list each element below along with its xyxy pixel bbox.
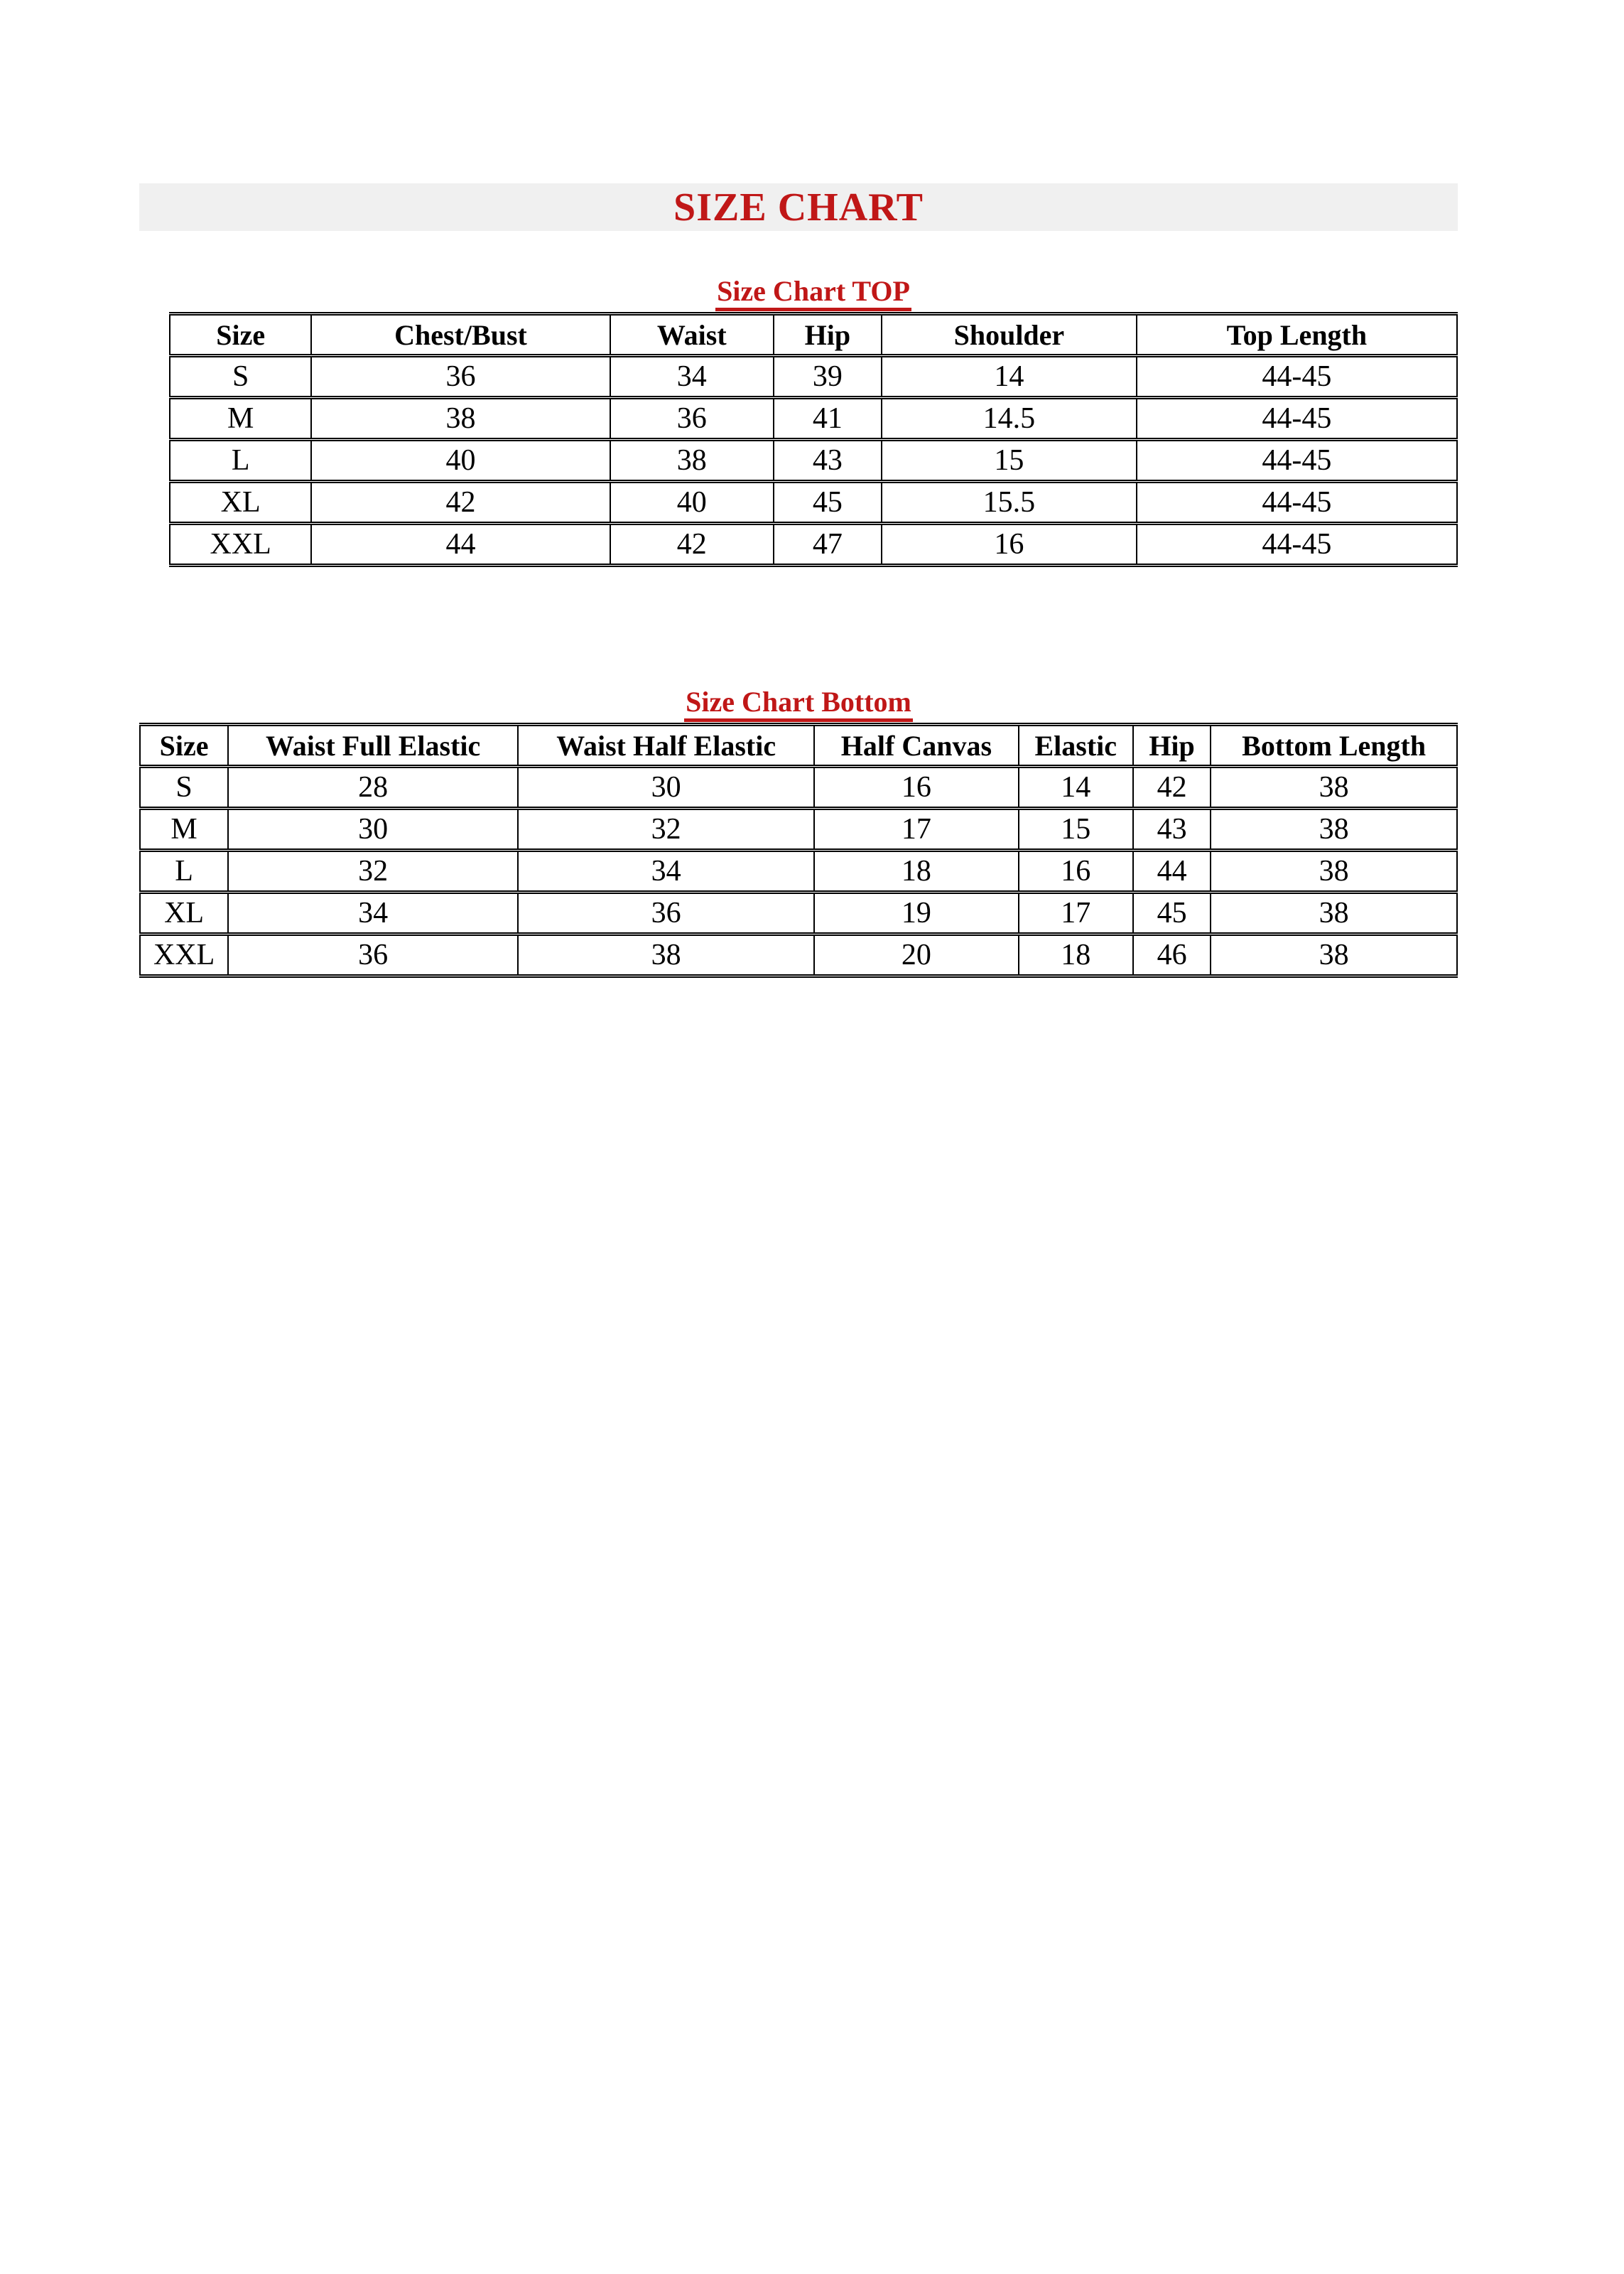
measurement-cell: 38 [311, 398, 610, 440]
measurement-cell: 34 [228, 893, 518, 934]
size-chart-top-table [169, 312, 1458, 567]
measurement-cell: 42 [610, 524, 774, 566]
column-header: Waist Full Elastic [228, 725, 518, 767]
size-cell: L [140, 851, 228, 893]
size-chart-bottom-section [139, 686, 1458, 978]
column-header: Chest/Bust [311, 314, 610, 356]
size-chart-top-heading: Size Chart TOP [715, 276, 911, 311]
column-header: Bottom Length [1211, 725, 1457, 767]
measurement-cell: 40 [610, 482, 774, 524]
table-row [170, 398, 1457, 440]
size-cell: S [140, 767, 228, 809]
title-bar [139, 183, 1458, 231]
measurement-cell: 38 [1211, 809, 1457, 851]
measurement-cell: 44 [311, 524, 610, 566]
table-row [140, 893, 1457, 934]
measurement-cell: 36 [311, 356, 610, 398]
measurement-cell: 38 [1211, 893, 1457, 934]
measurement-cell: 45 [774, 482, 882, 524]
measurement-cell: 34 [610, 356, 774, 398]
measurement-cell: 38 [1211, 767, 1457, 809]
measurement-cell: 44-45 [1137, 482, 1457, 524]
size-cell: XXL [170, 524, 311, 566]
measurement-cell: 40 [311, 440, 610, 482]
column-header: Hip [774, 314, 882, 356]
measurement-cell: 42 [1133, 767, 1211, 809]
measurement-cell: 32 [518, 809, 814, 851]
measurement-cell: 41 [774, 398, 882, 440]
measurement-cell: 32 [228, 851, 518, 893]
measurement-cell: 15 [1019, 809, 1133, 851]
measurement-cell: 44-45 [1137, 440, 1457, 482]
page-title: SIZE CHART [673, 185, 924, 230]
measurement-cell: 44-45 [1137, 524, 1457, 566]
measurement-cell: 36 [518, 893, 814, 934]
table-row [140, 767, 1457, 809]
table-row [170, 356, 1457, 398]
measurement-cell: 17 [814, 809, 1018, 851]
size-cell: L [170, 440, 311, 482]
size-chart-top-section [169, 276, 1458, 567]
measurement-cell: 16 [882, 524, 1137, 566]
measurement-cell: 47 [774, 524, 882, 566]
measurement-cell: 15.5 [882, 482, 1137, 524]
measurement-cell: 18 [1019, 934, 1133, 976]
measurement-cell: 38 [1211, 934, 1457, 976]
measurement-cell: 44 [1133, 851, 1211, 893]
table-row [170, 524, 1457, 566]
table-row [170, 440, 1457, 482]
measurement-cell: 42 [311, 482, 610, 524]
measurement-cell: 45 [1133, 893, 1211, 934]
measurement-cell: 28 [228, 767, 518, 809]
measurement-cell: 16 [814, 767, 1018, 809]
measurement-cell: 30 [518, 767, 814, 809]
measurement-cell: 36 [228, 934, 518, 976]
table-row [170, 482, 1457, 524]
measurement-cell: 18 [814, 851, 1018, 893]
column-header: Size [140, 725, 228, 767]
measurement-cell: 17 [1019, 893, 1133, 934]
measurement-cell: 44-45 [1137, 398, 1457, 440]
measurement-cell: 16 [1019, 851, 1133, 893]
measurement-cell: 43 [1133, 809, 1211, 851]
measurement-cell: 38 [518, 934, 814, 976]
measurement-cell: 34 [518, 851, 814, 893]
column-header: Top Length [1137, 314, 1457, 356]
column-header: Size [170, 314, 311, 356]
measurement-cell: 20 [814, 934, 1018, 976]
table-row [140, 934, 1457, 976]
measurement-cell: 15 [882, 440, 1137, 482]
measurement-cell: 14 [882, 356, 1137, 398]
measurement-cell: 43 [774, 440, 882, 482]
size-chart-bottom-table [139, 723, 1458, 978]
size-cell: XL [140, 893, 228, 934]
column-header: Waist Half Elastic [518, 725, 814, 767]
size-chart-bottom-heading: Size Chart Bottom [684, 686, 913, 722]
measurement-cell: 39 [774, 356, 882, 398]
measurement-cell: 38 [610, 440, 774, 482]
column-header: Half Canvas [814, 725, 1018, 767]
size-cell: XL [170, 482, 311, 524]
measurement-cell: 36 [610, 398, 774, 440]
measurement-cell: 14 [1019, 767, 1133, 809]
column-header: Shoulder [882, 314, 1137, 356]
measurement-cell: 46 [1133, 934, 1211, 976]
measurement-cell: 19 [814, 893, 1018, 934]
size-cell: S [170, 356, 311, 398]
measurement-cell: 30 [228, 809, 518, 851]
table-row [140, 851, 1457, 893]
size-cell: M [170, 398, 311, 440]
measurement-cell: 44-45 [1137, 356, 1457, 398]
size-cell: M [140, 809, 228, 851]
table-row [140, 809, 1457, 851]
column-header: Elastic [1019, 725, 1133, 767]
header-row [170, 314, 1457, 356]
measurement-cell: 14.5 [882, 398, 1137, 440]
size-cell: XXL [140, 934, 228, 976]
column-header: Waist [610, 314, 774, 356]
column-header: Hip [1133, 725, 1211, 767]
header-row [140, 725, 1457, 767]
measurement-cell: 38 [1211, 851, 1457, 893]
